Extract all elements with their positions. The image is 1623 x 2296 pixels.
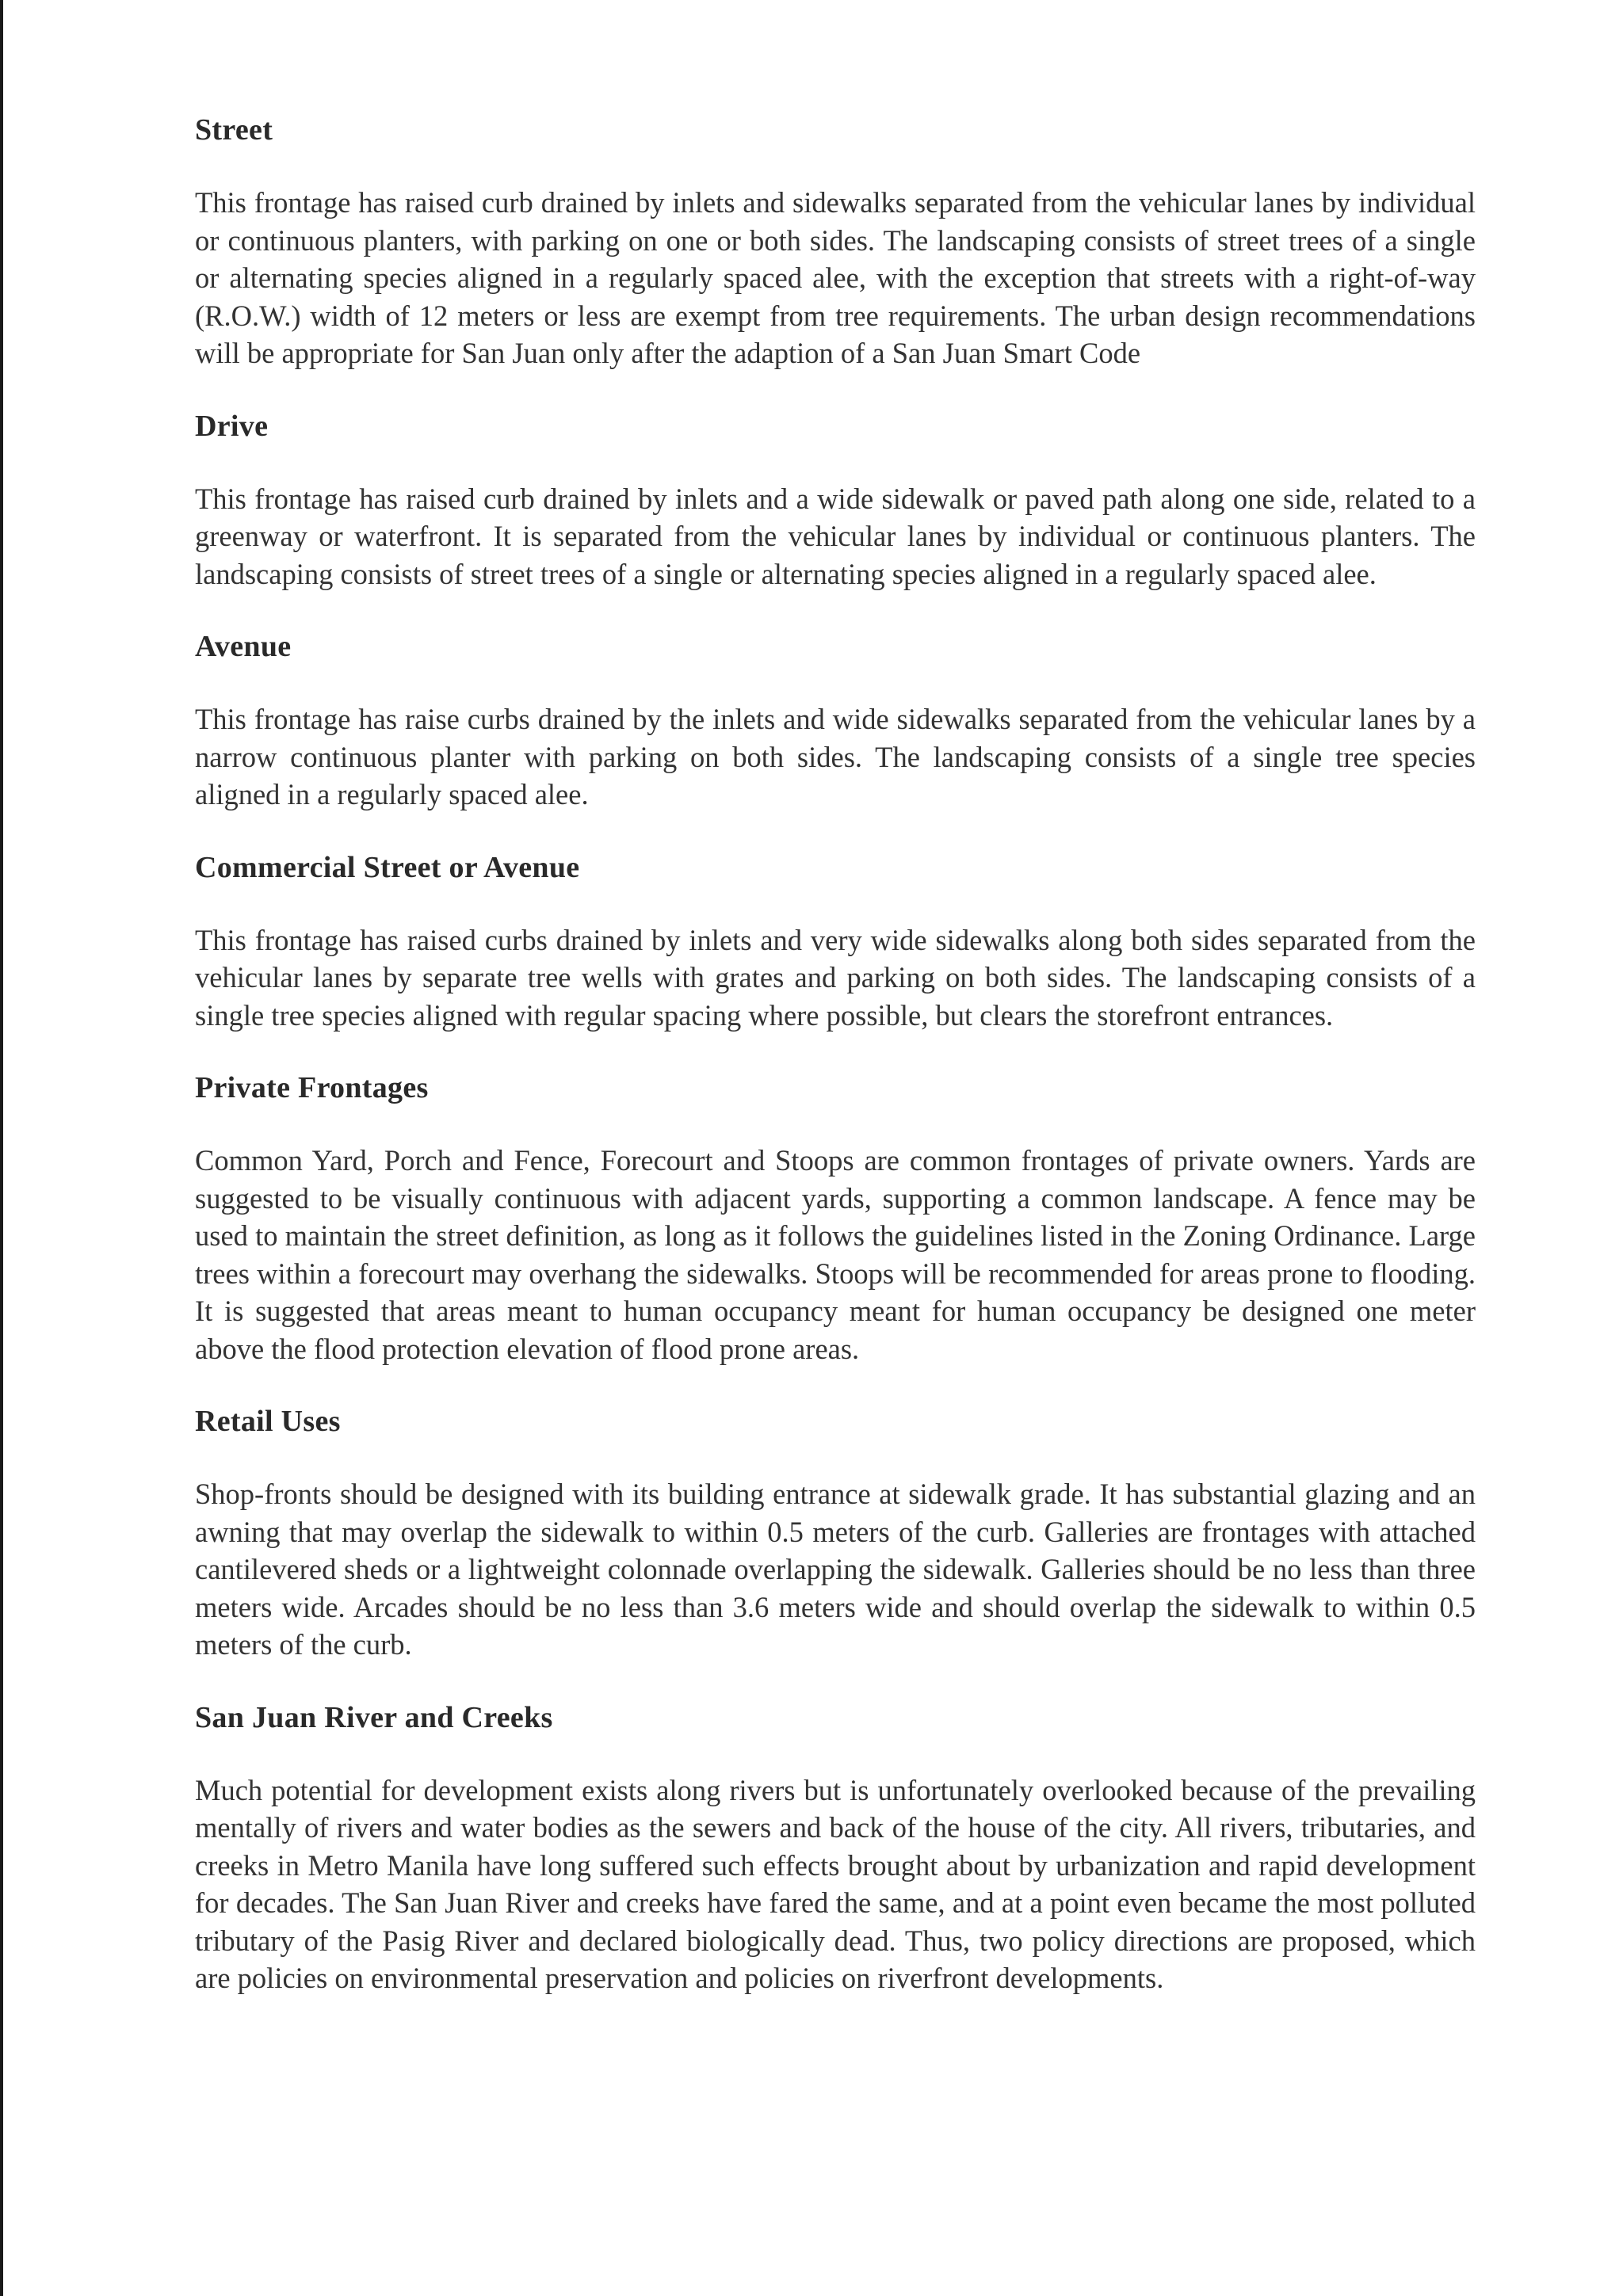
- section-body: Common Yard, Porch and Fence, Forecourt and Stoops are common frontages of private owners. Yards are suggested to be visually continuous with adjacent yards, supporting a common landscape. A fence may be used to maintain the street definition, as long as it follows the guidelines listed in the Zoning Ordinance. Large trees within a forecourt may overhang the sidewalks. Stoops will be recommended for areas prone to flooding. It is suggested that areas meant to human occupancy meant for human occupancy be designed one meter above the flood protection elevation of flood prone areas.: [195, 1144, 1476, 1365]
- section-body: Shop-fronts should be designed with its building entrance at sidewalk grade. It has substantial glazing and an awning that may overlap the sidewalk to within 0.5 meters of the curb. Galleries are frontages with attached cantilevered sheds or a lightweight colonnade overlapping the sidewalk. Galleries should be no less than three meters wide. Arcades should be no less than 3.6 meters wide and should overlap the sidewalk to within 0.5 meters of the curb.: [195, 1478, 1476, 1661]
- section-heading: Private Frontages: [195, 1071, 429, 1104]
- section-body: This frontage has raised curb drained by inlets and sidewalks separated from the vehicular lanes by individual or continuous planters, with parking on one or both sides. The landscaping consists of street trees of a single or alternating species aligned in a regularly spaced alee, with the exception that streets with a right-of-way (R.O.W.) width of 12 meters or less are exempt from tree requirements. The urban design recommendations will be appropriate for San Juan only after the adaption of a San Juan Smart Code: [195, 186, 1476, 369]
- section-san-juan-river: [195, 1699, 1476, 1997]
- document-page: [195, 111, 1476, 2032]
- section-body: This frontage has raised curb drained by inlets and a wide sidewalk or paved path along one side, related to a greenway or waterfront. It is separated from the vehicular lanes by individual or continuous planters. The landscaping consists of street trees of a single or alternating species aligned in a regularly spaced alee.: [195, 482, 1476, 590]
- section-avenue: [195, 627, 1476, 814]
- section-drive: [195, 407, 1476, 593]
- section-heading: Street: [195, 113, 273, 147]
- section-body: Much potential for development exists along rivers but is unfortunately overlooked because of the prevailing mentally of rivers and water bodies as the sewers and back of the house of the city. All rivers, tributaries, and creeks in Metro Manila have long suffered such effects brought about by urbanization and rapid development for decades. The San Juan River and creeks have fared the same, and at a point even became the most polluted tributary of the Pasig River and declared biologically dead. Thus, two policy directions are proposed, which are policies on environmental preservation and policies on riverfront developments.: [195, 1773, 1476, 1994]
- section-heading: San Juan River and Creeks: [195, 1700, 553, 1734]
- section-heading: Commercial Street or Avenue: [195, 850, 580, 884]
- section-heading: Avenue: [195, 630, 292, 663]
- scan-edge: [0, 0, 3, 2296]
- section-commercial-street: [195, 849, 1476, 1035]
- section-retail-uses: [195, 1402, 1476, 1664]
- section-body: This frontage has raised curbs drained by inlets and very wide sidewalks along both sides separated from the vehicular lanes by separate tree wells with grates and parking on both sides. The landscaping consists of a single tree species aligned with regular spacing where possible, but clears the storefront entrances.: [195, 923, 1476, 1032]
- section-heading: Retail Uses: [195, 1405, 341, 1438]
- section-heading: Drive: [195, 409, 269, 443]
- section-private-frontages: [195, 1069, 1476, 1367]
- section-street: [195, 111, 1476, 372]
- section-body: This frontage has raise curbs drained by the inlets and wide sidewalks separated from the vehicular lanes by a narrow continuous planter with parking on both sides. The landscaping consists of a single tree species aligned in a regularly spaced alee.: [195, 703, 1476, 810]
